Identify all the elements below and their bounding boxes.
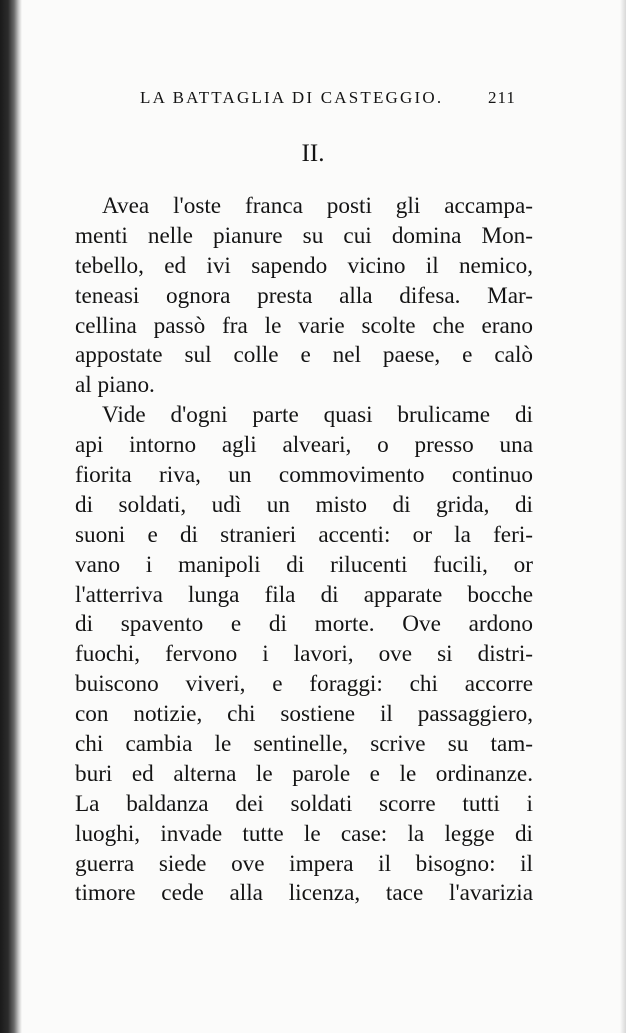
text-line: buri ed alterna le parole e le ordinanze. xyxy=(75,760,533,787)
text-line: al piano. xyxy=(75,372,155,399)
text-line: menti nelle pianure su cui domina Mon- xyxy=(75,222,533,249)
text-line: timore cede alla licenza, tace l'avarizia xyxy=(75,880,533,907)
text-line: l'atterriva lunga fila di apparate bocche xyxy=(75,581,533,608)
text-line: tebello, ed ivi sapendo vicino il nemico, xyxy=(75,252,533,279)
text-line: di soldati, udì un misto di grida, di xyxy=(75,491,533,518)
text-line: appostate sul colle e nel paese, e calò xyxy=(75,342,533,369)
running-head-title: LA BATTAGLIA DI CASTEGGIO. xyxy=(140,88,444,107)
text-line: con notizie, chi sostiene il passaggiero, xyxy=(75,701,533,728)
paragraph-2 xyxy=(75,401,533,909)
text-line: api intorno agli alveari, o presso una xyxy=(75,432,533,459)
text-line: di spavento e di morte. Ove ardono xyxy=(75,611,533,638)
text-line: luoghi, invade tutte le case: la legge di xyxy=(75,820,533,847)
page-number: 211 xyxy=(488,88,516,107)
section-heading: II. xyxy=(301,140,325,167)
text-line: guerra siede ove impera il bisogno: il xyxy=(75,850,533,877)
running-head xyxy=(140,88,540,108)
text-line: La baldanza dei soldati scorre tutti i xyxy=(75,790,533,817)
text-line: suoni e di stranieri accenti: or la feri- xyxy=(75,521,533,548)
text-line: fiorita riva, un commovimento continuo xyxy=(75,462,533,489)
text-line: Vide d'ogni parte quasi brulicame di xyxy=(102,402,533,429)
body-text xyxy=(75,192,533,909)
text-line: teneasi ognora presta alla difesa. Mar- xyxy=(75,282,533,309)
text-line: fuochi, fervono i lavori, ove si distri- xyxy=(75,641,533,668)
text-line: buiscono viveri, e foraggi: chi accorre xyxy=(75,671,533,698)
paragraph-1 xyxy=(75,192,533,401)
text-line: chi cambia le sentinelle, scrive su tam- xyxy=(75,731,533,758)
text-line: vano i manipoli di rilucenti fucili, or xyxy=(75,551,533,578)
text-line: Avea l'oste franca posti gli accampa- xyxy=(102,193,533,219)
text-line: cellina passò fra le varie scolte che erano xyxy=(75,312,533,339)
